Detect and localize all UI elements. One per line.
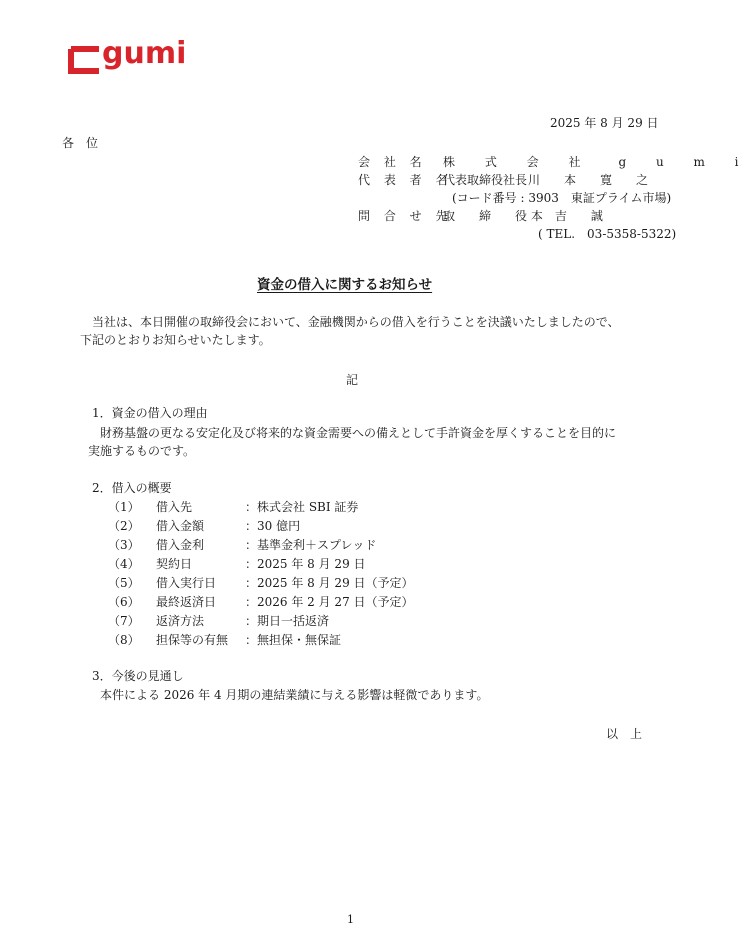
item-number: （2）	[108, 519, 140, 533]
item-number: （5）	[108, 576, 140, 590]
rep-label: 代 表 者 名	[358, 173, 453, 187]
item-number: （8）	[108, 633, 140, 647]
section3-line: 本件による 2026 年 4 月期の連結業績に与える影響は軽微であります。	[100, 688, 489, 702]
contact-name: 取 締 役 本 吉 誠	[443, 209, 603, 223]
page-number: 1	[347, 913, 354, 926]
item-value: ：無担保・無保証	[245, 633, 342, 647]
section2-heading: 2．借入の概要	[92, 481, 172, 495]
logo-text: gumi	[102, 36, 187, 71]
section1-line-2: 実施するものです。	[88, 444, 196, 458]
item-number: （7）	[108, 614, 140, 628]
item-label: 借入金額	[156, 519, 205, 533]
item-label: 契約日	[156, 557, 193, 571]
item-value: ：期日一括返済	[245, 614, 330, 628]
item-number: （1）	[108, 500, 140, 514]
ki-marker: 記	[346, 373, 359, 387]
rep-title: 代表取締役社長	[443, 173, 528, 187]
item-label: 最終返済日	[156, 595, 217, 609]
company-label: 会 社 名	[358, 155, 427, 169]
item-label: 借入先	[156, 500, 193, 514]
item-value: ：株式会社 SBI 証券	[245, 500, 359, 514]
addressee: 各 位	[62, 136, 99, 150]
intro-line-1: 当社は、本日開催の取締役会において、金融機関からの借入を行うことを決議いたしましたので、	[92, 315, 620, 329]
item-number: （3）	[108, 538, 140, 552]
closing-mark: 以 上	[606, 727, 643, 741]
stock-code: (コード番号 : 3903 東証プライム市場)	[452, 191, 672, 205]
item-number: （4）	[108, 557, 140, 571]
item-label: 返済方法	[156, 614, 205, 628]
gumi-logo	[68, 36, 188, 76]
intro-line-2: 下記のとおりお知らせいたします。	[80, 333, 271, 347]
rep-name: 川 本 寛 之	[528, 173, 649, 187]
item-label: 担保等の有無	[156, 633, 229, 647]
item-number: （6）	[108, 595, 140, 609]
item-value: ：2026 年 2 月 27 日（予定）	[245, 595, 414, 609]
item-label: 借入金利	[156, 538, 205, 552]
section1-heading: 1．資金の借入の理由	[92, 406, 208, 420]
logo-bracket-mark	[68, 46, 102, 74]
document-title: 資金の借入に関するお知らせ	[257, 277, 433, 293]
item-value: ：30 億円	[245, 519, 301, 533]
section1-line-1: 財務基盤の更なる安定化及び将来的な資金需要への備えとして手許資金を厚くすることを目的に	[100, 426, 617, 440]
item-value: ：2025 年 8 月 29 日	[245, 557, 366, 571]
item-value: ：2025 年 8 月 29 日（予定）	[245, 576, 414, 590]
item-value: ：基準金利＋スプレッド	[245, 538, 377, 552]
contact-label: 問 合 せ 先	[358, 209, 453, 223]
section3-heading: 3．今後の見通し	[92, 669, 184, 683]
company-name: 株 式 会 社 g u m i	[443, 155, 752, 169]
item-label: 借入実行日	[156, 576, 217, 590]
contact-tel: ( TEL. 03-5358-5322)	[538, 227, 677, 241]
document-date: 2025 年 8 月 29 日	[550, 116, 659, 130]
